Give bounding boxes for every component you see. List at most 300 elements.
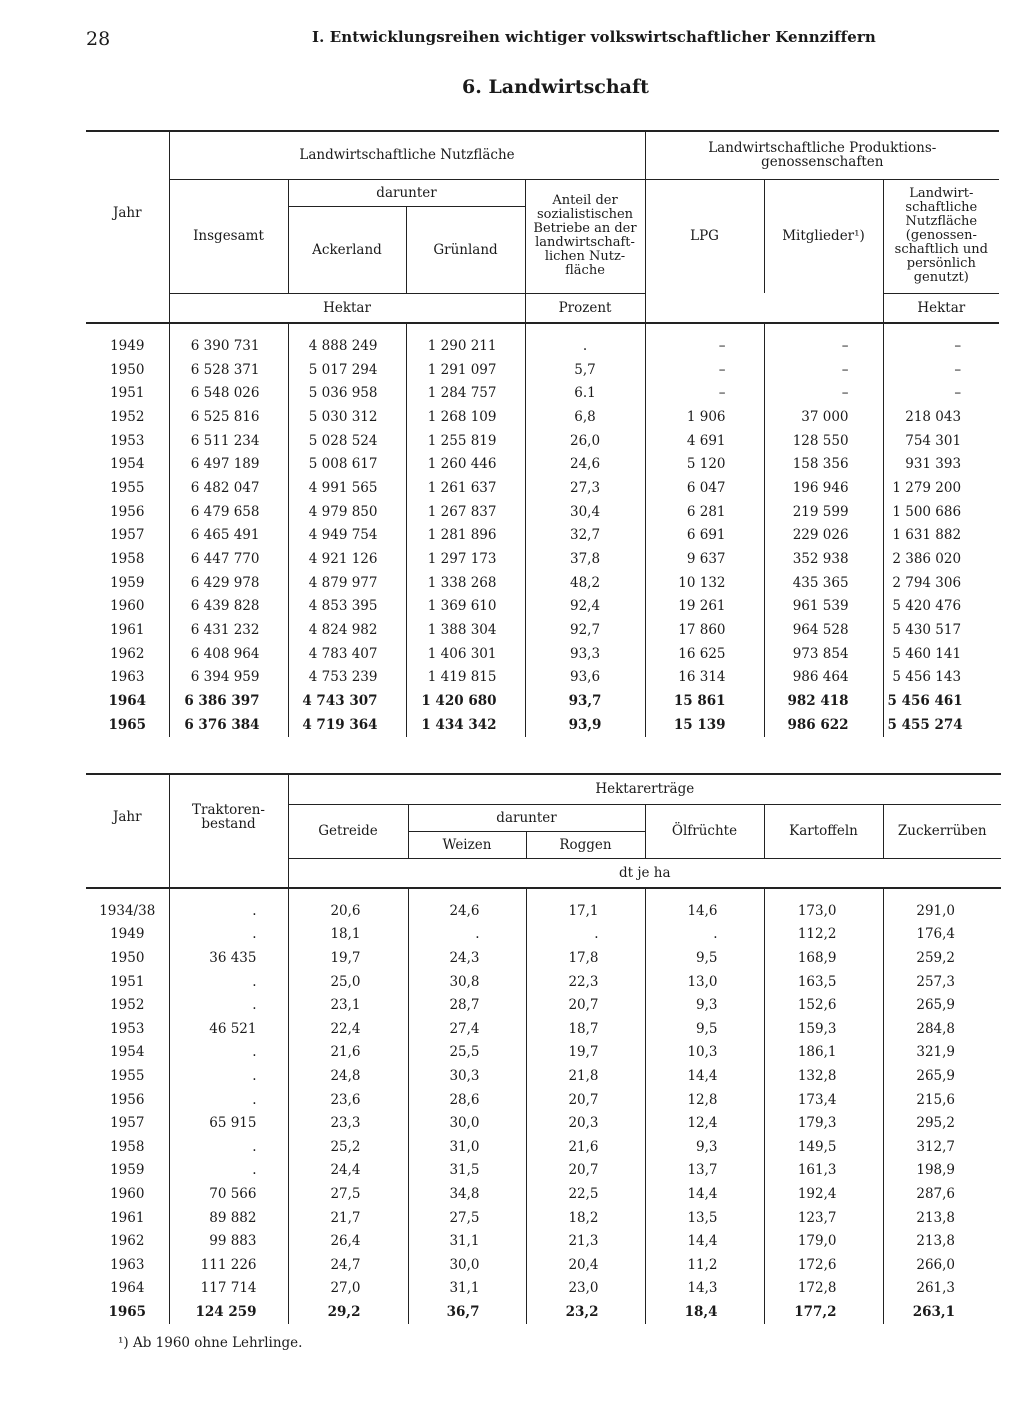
cell-traktoren: . [169, 1088, 288, 1112]
cell-weizen: . [408, 923, 526, 947]
cell-mitglieder: – [764, 358, 883, 382]
unit-dt-je-ha: dt je ha [288, 858, 1001, 888]
cell-weizen: 31,5 [408, 1159, 526, 1183]
cell-roggen: 20,7 [526, 1088, 645, 1112]
cell-oel: 11,2 [645, 1253, 764, 1277]
table-row [86, 1182, 1001, 1206]
cell-jahr: 1959 [110, 574, 145, 591]
table-row [86, 1206, 1001, 1230]
cell-getreide: 25,2 [288, 1135, 408, 1159]
cell-roggen: 20,3 [526, 1111, 645, 1135]
cell-lpg: 19 261 [645, 595, 764, 619]
cell-gruenland: 1 291 097 [406, 358, 525, 382]
cell-roggen: 20,7 [526, 993, 645, 1017]
cell-jahr: 1951 [110, 973, 145, 990]
cell-anteil: 93,6 [525, 666, 645, 690]
cell-jahr: 1954 [110, 456, 145, 473]
cell-oel: 9,3 [645, 1135, 764, 1159]
cell-anteil: 30,4 [525, 500, 645, 524]
cell-kartoffeln: 177,2 [764, 1300, 883, 1324]
cell-ackerland: 4 921 126 [288, 547, 406, 571]
cell-traktoren: 46 521 [169, 1017, 288, 1041]
cell-flaeche: – [883, 334, 999, 358]
cell-insgesamt: 6 528 371 [169, 358, 288, 382]
cell-lpg: 15 861 [645, 689, 764, 713]
cell-getreide: 20,6 [288, 899, 408, 923]
table-row [86, 1111, 1001, 1135]
cell-flaeche: 5 455 274 [883, 713, 999, 737]
cell-flaeche: 5 456 143 [883, 666, 999, 690]
table-row [86, 1088, 1001, 1112]
cell-mitglieder: 128 550 [764, 429, 883, 453]
cell-lpg: – [645, 334, 764, 358]
cell-jahr: 1965 [108, 716, 147, 733]
cell-jahr: 1957 [110, 1115, 145, 1132]
table-row [86, 334, 999, 358]
cell-insgesamt: 6 497 189 [169, 452, 288, 476]
col-darunter-header: darunter [288, 179, 525, 206]
col-lpg-flaeche-header: Landwirt-schaftliche Nutzfläche (genossen-schaftlich und persönlich genutzt) [883, 179, 999, 293]
col-mitglieder-header: Mitglieder¹) [764, 179, 883, 293]
table-row [86, 595, 999, 619]
cell-zucker: 265,9 [883, 993, 1001, 1017]
cell-oel: 13,5 [645, 1206, 764, 1230]
cell-ackerland: 4 719 364 [288, 713, 406, 737]
cell-mitglieder: 982 418 [764, 689, 883, 713]
cell-gruenland: 1 260 446 [406, 452, 525, 476]
cell-kartoffeln: 192,4 [764, 1182, 883, 1206]
group-lpg: Landwirtschaftliche Produktions-genossenschaften [645, 131, 999, 179]
cell-gruenland: 1 268 109 [406, 405, 525, 429]
cell-roggen: . [526, 923, 645, 947]
cell-jahr: 1962 [110, 645, 145, 662]
table-hektarertraege [86, 773, 1001, 1324]
cell-mitglieder: 435 365 [764, 571, 883, 595]
cell-kartoffeln: 132,8 [764, 1064, 883, 1088]
page-number: 28 [86, 28, 111, 50]
cell-traktoren: . [169, 993, 288, 1017]
cell-jahr: 1934/38 [99, 902, 156, 919]
cell-weizen: 28,7 [408, 993, 526, 1017]
cell-traktoren: 36 435 [169, 946, 288, 970]
table-row [86, 970, 1001, 994]
cell-lpg: 6 281 [645, 500, 764, 524]
cell-flaeche: 5 456 461 [883, 689, 999, 713]
cell-flaeche: – [883, 358, 999, 382]
cell-getreide: 23,1 [288, 993, 408, 1017]
cell-weizen: 30,3 [408, 1064, 526, 1088]
cell-lpg: 17 860 [645, 618, 764, 642]
cell-kartoffeln: 149,5 [764, 1135, 883, 1159]
table-row [86, 1135, 1001, 1159]
cell-jahr: 1955 [110, 1067, 145, 1084]
cell-kartoffeln: 172,8 [764, 1277, 883, 1301]
cell-lpg: 16 314 [645, 666, 764, 690]
unit-hektar: Hektar [169, 293, 525, 323]
cell-roggen: 23,0 [526, 1277, 645, 1301]
cell-oel: . [645, 923, 764, 947]
cell-kartoffeln: 159,3 [764, 1017, 883, 1041]
cell-weizen: 27,5 [408, 1206, 526, 1230]
cell-getreide: 22,4 [288, 1017, 408, 1041]
cell-jahr: 1957 [110, 527, 145, 544]
running-title: I. Entwicklungsreihen wichtiger volkswirtschaftlicher Kennziffern [312, 28, 876, 46]
cell-jahr: 1961 [110, 1209, 145, 1226]
cell-zucker: 261,3 [883, 1277, 1001, 1301]
cell-jahr: 1956 [110, 1091, 145, 1108]
cell-kartoffeln: 179,0 [764, 1229, 883, 1253]
cell-gruenland: 1 297 173 [406, 547, 525, 571]
cell-oel: 12,8 [645, 1088, 764, 1112]
cell-weizen: 31,0 [408, 1135, 526, 1159]
cell-mitglieder: 986 622 [764, 713, 883, 737]
cell-mitglieder: 219 599 [764, 500, 883, 524]
cell-kartoffeln: 123,7 [764, 1206, 883, 1230]
cell-jahr: 1953 [110, 432, 145, 449]
table-nutzflaeche-lpg [86, 130, 999, 737]
table-row [86, 524, 999, 548]
cell-jahr: 1950 [110, 949, 145, 966]
cell-anteil: 24,6 [525, 452, 645, 476]
cell-oel: 14,4 [645, 1064, 764, 1088]
cell-roggen: 19,7 [526, 1041, 645, 1065]
cell-weizen: 25,5 [408, 1041, 526, 1065]
col-jahr-header: Jahr [86, 131, 169, 293]
cell-gruenland: 1 290 211 [406, 334, 525, 358]
cell-roggen: 18,2 [526, 1206, 645, 1230]
cell-insgesamt: 6 525 816 [169, 405, 288, 429]
cell-ackerland: 4 949 754 [288, 524, 406, 548]
cell-lpg: 9 637 [645, 547, 764, 571]
cell-oel: 9,5 [645, 946, 764, 970]
cell-oel: 14,6 [645, 899, 764, 923]
cell-getreide: 21,7 [288, 1206, 408, 1230]
cell-roggen: 21,8 [526, 1064, 645, 1088]
cell-weizen: 31,1 [408, 1229, 526, 1253]
cell-traktoren: 70 566 [169, 1182, 288, 1206]
cell-oel: 10,3 [645, 1041, 764, 1065]
cell-jahr: 1952 [110, 408, 145, 425]
cell-ackerland: 5 017 294 [288, 358, 406, 382]
unit-hektar-lpg: Hektar [883, 293, 999, 323]
table-row [86, 1253, 1001, 1277]
cell-flaeche: 931 393 [883, 452, 999, 476]
cell-zucker: 213,8 [883, 1229, 1001, 1253]
col-jahr-header-2: Jahr [86, 774, 169, 858]
table-row [86, 946, 1001, 970]
cell-getreide: 26,4 [288, 1229, 408, 1253]
cell-gruenland: 1 434 342 [406, 713, 525, 737]
cell-weizen: 27,4 [408, 1017, 526, 1041]
cell-lpg: 5 120 [645, 452, 764, 476]
cell-flaeche: 5 420 476 [883, 595, 999, 619]
cell-traktoren: . [169, 1159, 288, 1183]
cell-jahr: 1952 [110, 997, 145, 1014]
cell-mitglieder: 352 938 [764, 547, 883, 571]
table-row [86, 1159, 1001, 1183]
cell-zucker: 198,9 [883, 1159, 1001, 1183]
col-weizen-header: Weizen [408, 831, 526, 858]
cell-insgesamt: 6 390 731 [169, 334, 288, 358]
cell-getreide: 18,1 [288, 923, 408, 947]
cell-weizen: 36,7 [408, 1300, 526, 1324]
cell-roggen: 20,7 [526, 1159, 645, 1183]
cell-lpg: 16 625 [645, 642, 764, 666]
col-darunter-header-2: darunter [408, 804, 645, 831]
cell-getreide: 24,8 [288, 1064, 408, 1088]
cell-anteil: 37,8 [525, 547, 645, 571]
table-row [86, 1277, 1001, 1301]
col-traktoren-header: Traktoren-bestand [169, 774, 288, 858]
cell-jahr: 1964 [110, 1280, 145, 1297]
cell-zucker: 265,9 [883, 1064, 1001, 1088]
unit-prozent: Prozent [525, 293, 645, 323]
col-roggen-header: Roggen [526, 831, 645, 858]
cell-traktoren: 117 714 [169, 1277, 288, 1301]
cell-ackerland: 4 991 565 [288, 476, 406, 500]
cell-ackerland: 4 743 307 [288, 689, 406, 713]
cell-lpg: 1 906 [645, 405, 764, 429]
cell-getreide: 23,3 [288, 1111, 408, 1135]
cell-mitglieder: 158 356 [764, 452, 883, 476]
cell-kartoffeln: 186,1 [764, 1041, 883, 1065]
table-row [86, 1041, 1001, 1065]
table-row [86, 1064, 1001, 1088]
cell-flaeche: 1 500 686 [883, 500, 999, 524]
cell-ackerland: 5 008 617 [288, 452, 406, 476]
cell-getreide: 25,0 [288, 970, 408, 994]
cell-gruenland: 1 420 680 [406, 689, 525, 713]
cell-jahr: 1960 [110, 1185, 145, 1202]
cell-lpg: – [645, 381, 764, 405]
cell-anteil: 48,2 [525, 571, 645, 595]
cell-flaeche: 2 794 306 [883, 571, 999, 595]
cell-zucker: 257,3 [883, 970, 1001, 994]
table-row [86, 993, 1001, 1017]
cell-gruenland: 1 419 815 [406, 666, 525, 690]
cell-gruenland: 1 388 304 [406, 618, 525, 642]
cell-anteil: 26,0 [525, 429, 645, 453]
cell-anteil: 6,8 [525, 405, 645, 429]
col-insgesamt-header: Insgesamt [169, 179, 288, 293]
cell-weizen: 31,1 [408, 1277, 526, 1301]
cell-gruenland: 1 261 637 [406, 476, 525, 500]
cell-insgesamt: 6 479 658 [169, 500, 288, 524]
cell-mitglieder: – [764, 381, 883, 405]
cell-lpg: 4 691 [645, 429, 764, 453]
cell-jahr: 1958 [110, 1138, 145, 1155]
cell-getreide: 27,0 [288, 1277, 408, 1301]
cell-anteil: 6.1 [525, 381, 645, 405]
table-row [86, 618, 999, 642]
cell-zucker: 291,0 [883, 899, 1001, 923]
cell-roggen: 18,7 [526, 1017, 645, 1041]
cell-oel: 13,0 [645, 970, 764, 994]
cell-jahr: 1958 [110, 551, 145, 568]
cell-insgesamt: 6 439 828 [169, 595, 288, 619]
cell-anteil: 92,7 [525, 618, 645, 642]
cell-oel: 13,7 [645, 1159, 764, 1183]
cell-kartoffeln: 173,0 [764, 899, 883, 923]
cell-zucker: 295,2 [883, 1111, 1001, 1135]
table-row [86, 405, 999, 429]
cell-ackerland: 4 824 982 [288, 618, 406, 642]
cell-zucker: 266,0 [883, 1253, 1001, 1277]
cell-gruenland: 1 281 896 [406, 524, 525, 548]
cell-zucker: 287,6 [883, 1182, 1001, 1206]
cell-zucker: 259,2 [883, 946, 1001, 970]
table-row [86, 1229, 1001, 1253]
cell-jahr: 1949 [110, 337, 145, 354]
cell-roggen: 21,6 [526, 1135, 645, 1159]
cell-roggen: 22,3 [526, 970, 645, 994]
cell-weizen: 28,6 [408, 1088, 526, 1112]
table-row [86, 381, 999, 405]
cell-roggen: 17,8 [526, 946, 645, 970]
cell-anteil: 93,7 [525, 689, 645, 713]
cell-zucker: 321,9 [883, 1041, 1001, 1065]
table-row [86, 571, 999, 595]
cell-kartoffeln: 152,6 [764, 993, 883, 1017]
cell-flaeche: 5 430 517 [883, 618, 999, 642]
cell-insgesamt: 6 482 047 [169, 476, 288, 500]
cell-insgesamt: 6 465 491 [169, 524, 288, 548]
cell-oel: 14,4 [645, 1229, 764, 1253]
col-oelfruechte-header: Ölfrüchte [645, 804, 764, 858]
cell-kartoffeln: 173,4 [764, 1088, 883, 1112]
group-nutzflaeche: Landwirtschaftliche Nutzfläche [169, 131, 645, 179]
cell-getreide: 29,2 [288, 1300, 408, 1324]
cell-insgesamt: 6 548 026 [169, 381, 288, 405]
footnote: ¹) Ab 1960 ohne Lehrlinge. [118, 1335, 303, 1351]
table-row [86, 713, 999, 737]
cell-jahr: 1954 [110, 1044, 145, 1061]
cell-oel: 12,4 [645, 1111, 764, 1135]
col-getreide-header: Getreide [288, 804, 408, 858]
cell-kartoffeln: 163,5 [764, 970, 883, 994]
cell-mitglieder: 196 946 [764, 476, 883, 500]
cell-mitglieder: 229 026 [764, 524, 883, 548]
cell-jahr: 1955 [110, 479, 145, 496]
cell-ackerland: 5 030 312 [288, 405, 406, 429]
table-row [86, 429, 999, 453]
col-kartoffeln-header: Kartoffeln [764, 804, 883, 858]
cell-gruenland: 1 267 837 [406, 500, 525, 524]
cell-insgesamt: 6 376 384 [169, 713, 288, 737]
cell-zucker: 284,8 [883, 1017, 1001, 1041]
cell-weizen: 30,8 [408, 970, 526, 994]
cell-anteil: 93,3 [525, 642, 645, 666]
cell-gruenland: 1 255 819 [406, 429, 525, 453]
cell-getreide: 21,6 [288, 1041, 408, 1065]
cell-gruenland: 1 369 610 [406, 595, 525, 619]
cell-flaeche: 754 301 [883, 429, 999, 453]
cell-mitglieder: – [764, 334, 883, 358]
cell-roggen: 17,1 [526, 899, 645, 923]
col-anteil-header: Anteil der sozialistischen Betriebe an der landwirtschaft-lichen Nutz-fläche [525, 179, 645, 293]
col-lpg-header: LPG [645, 179, 764, 293]
cell-jahr: 1950 [110, 361, 145, 378]
cell-mitglieder: 964 528 [764, 618, 883, 642]
table-row [86, 547, 999, 571]
cell-zucker: 176,4 [883, 923, 1001, 947]
cell-jahr: 1961 [110, 622, 145, 639]
cell-zucker: 263,1 [883, 1300, 1001, 1324]
cell-ackerland: 5 036 958 [288, 381, 406, 405]
cell-ackerland: 4 888 249 [288, 334, 406, 358]
col-ackerland-header: Ackerland [288, 206, 406, 293]
cell-insgesamt: 6 447 770 [169, 547, 288, 571]
cell-traktoren: 89 882 [169, 1206, 288, 1230]
cell-anteil: . [525, 334, 645, 358]
cell-ackerland: 4 753 239 [288, 666, 406, 690]
cell-anteil: 27,3 [525, 476, 645, 500]
cell-getreide: 19,7 [288, 946, 408, 970]
cell-jahr: 1960 [110, 598, 145, 615]
cell-anteil: 93,9 [525, 713, 645, 737]
cell-insgesamt: 6 511 234 [169, 429, 288, 453]
cell-jahr: 1956 [110, 503, 145, 520]
cell-jahr: 1951 [110, 385, 145, 402]
cell-jahr: 1962 [110, 1233, 145, 1250]
cell-traktoren: 111 226 [169, 1253, 288, 1277]
cell-gruenland: 1 284 757 [406, 381, 525, 405]
cell-ackerland: 4 783 407 [288, 642, 406, 666]
col-zuckerrueben-header: Zuckerrüben [883, 804, 1001, 858]
cell-mitglieder: 986 464 [764, 666, 883, 690]
cell-lpg: 6 691 [645, 524, 764, 548]
table-row [86, 452, 999, 476]
cell-zucker: 312,7 [883, 1135, 1001, 1159]
cell-getreide: 23,6 [288, 1088, 408, 1112]
cell-weizen: 24,3 [408, 946, 526, 970]
cell-kartoffeln: 112,2 [764, 923, 883, 947]
cell-ackerland: 4 879 977 [288, 571, 406, 595]
cell-ackerland: 4 979 850 [288, 500, 406, 524]
cell-getreide: 27,5 [288, 1182, 408, 1206]
cell-ackerland: 4 853 395 [288, 595, 406, 619]
cell-kartoffeln: 161,3 [764, 1159, 883, 1183]
cell-insgesamt: 6 408 964 [169, 642, 288, 666]
group-hektarertraege: Hektarerträge [288, 774, 1001, 804]
cell-weizen: 34,8 [408, 1182, 526, 1206]
cell-jahr: 1964 [108, 693, 147, 710]
cell-weizen: 24,6 [408, 899, 526, 923]
cell-jahr: 1965 [108, 1303, 147, 1320]
cell-mitglieder: 961 539 [764, 595, 883, 619]
cell-traktoren: . [169, 1041, 288, 1065]
cell-jahr: 1959 [110, 1162, 145, 1179]
cell-lpg: – [645, 358, 764, 382]
cell-mitglieder: 37 000 [764, 405, 883, 429]
cell-oel: 9,3 [645, 993, 764, 1017]
col-gruenland-header: Grünland [406, 206, 525, 293]
cell-traktoren: . [169, 1135, 288, 1159]
table-row [86, 642, 999, 666]
cell-kartoffeln: 168,9 [764, 946, 883, 970]
cell-roggen: 20,4 [526, 1253, 645, 1277]
cell-traktoren: . [169, 923, 288, 947]
cell-traktoren: 65 915 [169, 1111, 288, 1135]
table-row [86, 923, 1001, 947]
cell-gruenland: 1 338 268 [406, 571, 525, 595]
table-row [86, 476, 999, 500]
cell-zucker: 213,8 [883, 1206, 1001, 1230]
table-row [86, 899, 1001, 923]
cell-lpg: 6 047 [645, 476, 764, 500]
table-row [86, 689, 999, 713]
cell-insgesamt: 6 429 978 [169, 571, 288, 595]
